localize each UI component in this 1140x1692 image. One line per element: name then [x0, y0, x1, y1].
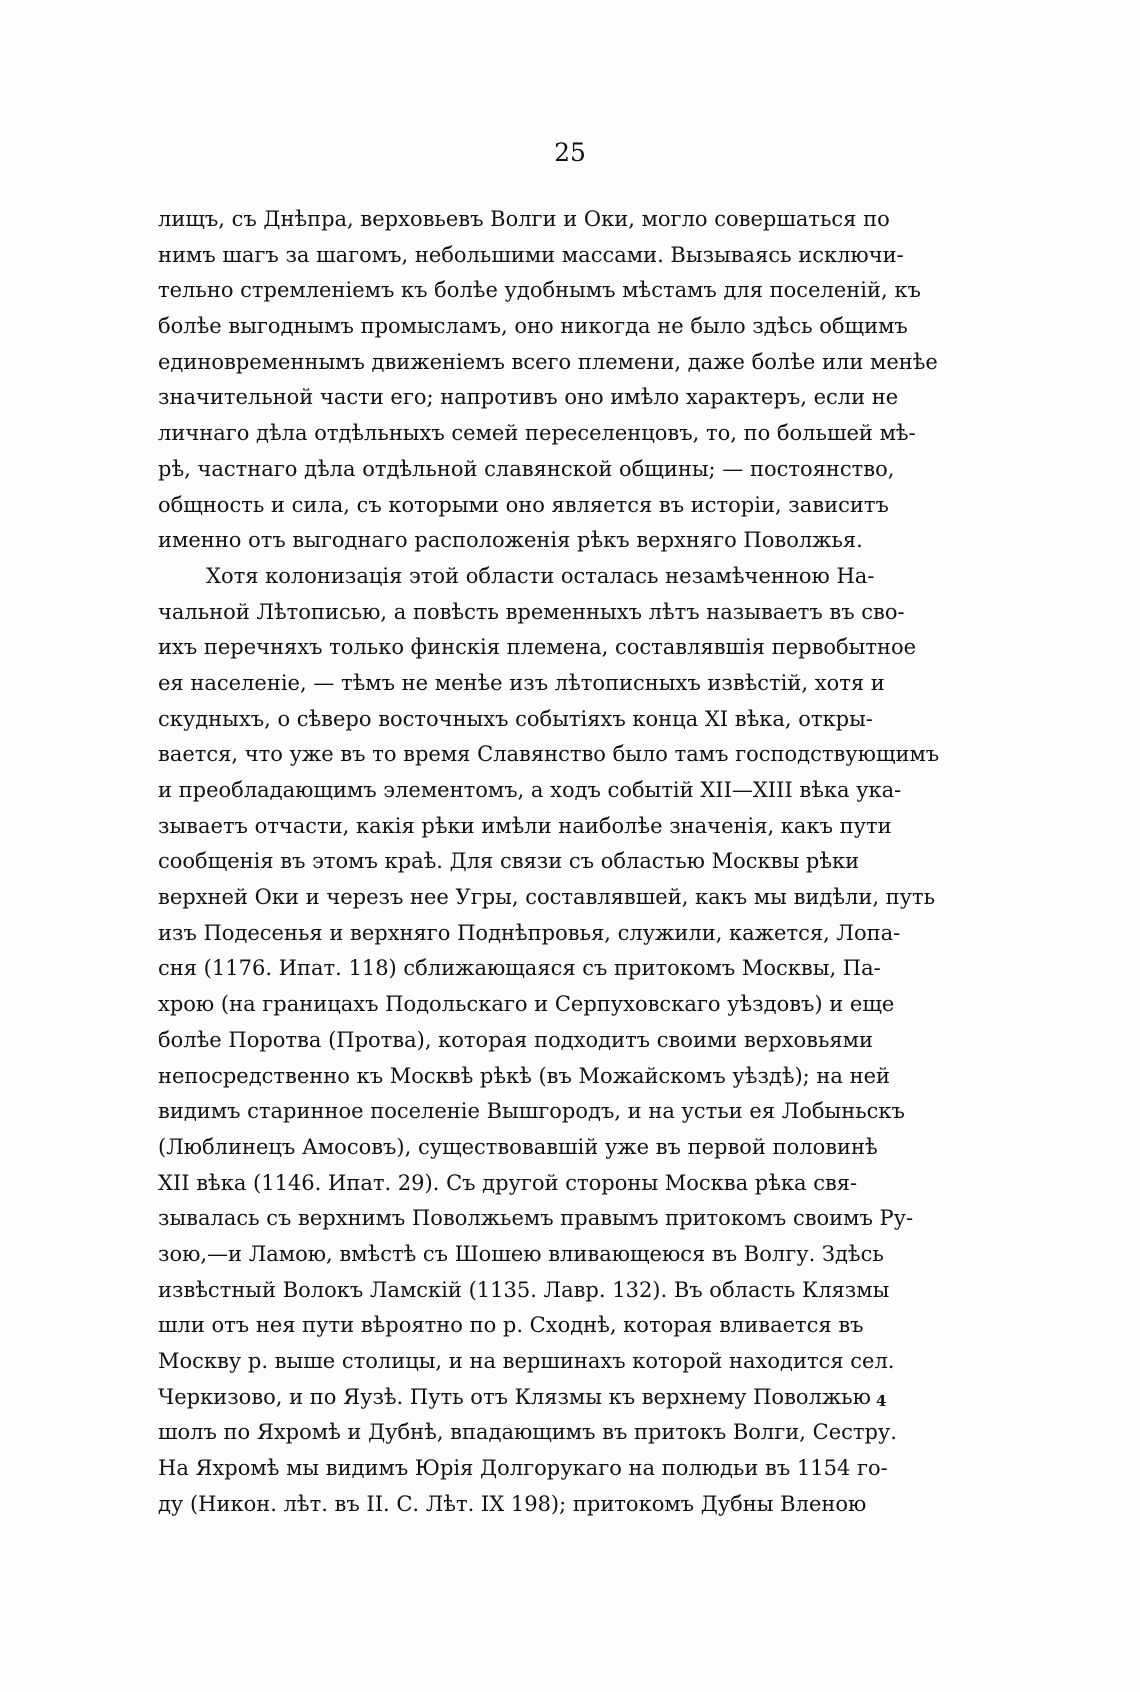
paragraph-first-line: Хотя колонизація этой области осталась незамѣченною На-	[206, 563, 875, 588]
text-line: (Люблинецъ Амосовъ), существовавшій уже въ первой половинѣ	[158, 1134, 878, 1159]
text-line: личнаго дѣла отдѣльныхъ семей переселенцовъ, то, по большей мѣ-	[158, 421, 916, 446]
text-line: зываетъ отчасти, какія рѣки имѣли наиболѣе значенія, какъ пути	[158, 813, 892, 838]
text-line: болѣе Поротва (Протва), которая подходитъ своими верховьями	[158, 1027, 873, 1052]
text-line: зывалась съ верхнимъ Поволжьемъ правымъ притокомъ своимъ Ру-	[158, 1206, 914, 1231]
text-line: скудныхъ, о сѣверо восточныхъ событіяхъ конца XI вѣка, откры-	[158, 706, 873, 731]
page-number: 25	[554, 138, 586, 167]
text-line: болѣе выгоднымъ промысламъ, оно никогда не было здѣсь общимъ	[158, 314, 908, 339]
text-line: Черкизово, и по Яузѣ. Путь отъ Клязмы къ верхнему Поволжью	[158, 1384, 871, 1409]
text-line: единовременнымъ движеніемъ всего племени, даже болѣе или менѣе	[158, 349, 938, 374]
text-line: значительной части его; напротивъ оно имѣло характеръ, если не	[158, 385, 899, 410]
text-line: видимъ старинное поселеніе Вышгородъ, и на устьи ея Лобыньскъ	[158, 1099, 905, 1124]
text-line: чальной Лѣтописью, а повѣсть временныхъ лѣтъ называетъ въ сво-	[158, 599, 905, 624]
text-line: шолъ по Яхромѣ и Дубнѣ, впадающимъ въ притокъ Волги, Сестру.	[158, 1420, 897, 1445]
text-line: зою,—и Ламою, вмѣстѣ съ Шошею вливающеюся въ Волгу. Здѣсь	[158, 1241, 884, 1266]
text-line: и преобладающимъ элементомъ, а ходъ событій XII—XIII вѣка ука-	[158, 778, 902, 802]
text-line: ду (Никон. лѣт. въ II. С. Лѣт. IX 198); притокомъ Дубны Вленою	[158, 1491, 867, 1516]
text-line: непосредственно къ Москвѣ рѣкѣ (въ Можайскомъ уѣздѣ); на ней	[158, 1063, 891, 1088]
text-line: тельно стремленіемъ къ болѣе удобнымъ мѣстамъ для поселеній, къ	[158, 278, 921, 303]
text-line: общность и сила, съ которыми оно является въ исторіи, зависитъ	[158, 492, 889, 517]
text-line: Москву р. выше столицы, и на вершинахъ которой находится сел.	[158, 1349, 895, 1373]
text-line: сообщенія въ этомъ краѣ. Для связи съ областью Москвы рѣки	[158, 849, 860, 874]
text-line: вается, что уже въ то время Славянство было тамъ господствующимъ	[158, 742, 940, 767]
text-line: изъ Подесенья и верхняго Поднѣпровья, служили, кажется, Лопа-	[158, 920, 901, 945]
body-text	[158, 202, 946, 1522]
text-line: На Яхромѣ мы видимъ Юрія Долгорукаго на полюдьи въ 1154 го-	[158, 1456, 888, 1481]
text-line: лищъ, съ Днѣпра, верховьевъ Волги и Оки, могло совершаться по	[158, 207, 890, 231]
signature-mark: 4	[876, 1392, 887, 1410]
text-line: шли отъ нея пути вѣроятно по р. Сходнѣ, которая вливается въ	[158, 1313, 864, 1338]
text-line: именно отъ выгоднаго расположенія рѣкъ верхняго Поволжья.	[158, 528, 863, 553]
text-line: сня (1176. Ипат. 118) сближающаяся съ притокомъ Москвы, Па-	[158, 956, 881, 981]
text-line: XII вѣка (1146. Ипат. 29). Съ другой стороны Москва рѣка свя-	[158, 1170, 858, 1195]
text-line: рѣ, частнаго дѣла отдѣльной славянской общины; — постоянство,	[158, 456, 895, 481]
text-line: нимъ шагъ за шагомъ, небольшими массами. Вызываясь исключи-	[158, 242, 904, 267]
text-line: хрою (на границахъ Подольскаго и Серпуховскаго уѣздовъ) и еще	[158, 992, 895, 1017]
text-line: ея населеніе, — тѣмъ не менѣе изъ лѣтописныхъ извѣстій, хотя и	[158, 670, 885, 695]
text-line: извѣстный Волокъ Ламскій (1135. Лавр. 132). Въ область Клязмы	[158, 1277, 890, 1302]
text-line: ихъ перечняхъ только финскія племена, составлявшія первобытное	[158, 635, 917, 660]
text-line: верхней Оки и черезъ нее Угры, составлявшей, какъ мы видѣли, путь	[158, 885, 936, 910]
